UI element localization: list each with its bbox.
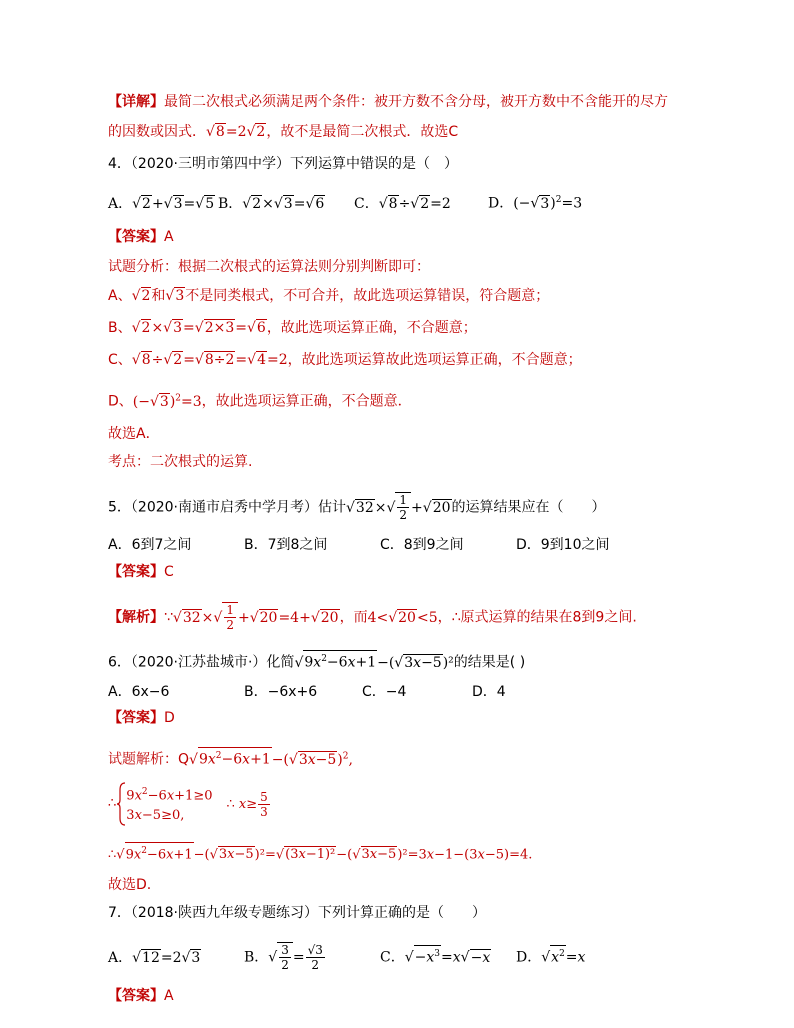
answer-tag: 【答案】 xyxy=(108,564,164,580)
q4-analysis-c: C、√8÷√2=√8÷2=√4=2，故此选项运算故此选项运算正确，不合题意； xyxy=(108,352,582,368)
q7-option-d: D．$√x^2=x$ xyxy=(516,945,585,968)
q5-option-c: C．8到9之间 xyxy=(380,537,464,553)
analysis-label: 试题解析：Q xyxy=(108,751,190,768)
q4-options xyxy=(108,190,582,214)
q4-analysis-d: D、$(-√3)^2=3$，故此选项运算正确，不合题意． xyxy=(108,393,412,410)
q5-stem-text: 5．（2020·南通市启秀中学月考）估计 xyxy=(108,499,346,516)
q5-option-b: B．7到8之间 xyxy=(244,537,328,553)
q6-system: ∴ $9x^2-6x+1\ge 0$ 3x−5≥0, ∴ x≥ $\frac{5}{3}$ xyxy=(108,782,271,830)
q6-conclusion: 故选D. xyxy=(108,877,152,893)
q6-expression: $√9x^2-6x+1-(√3x-5)^2$ xyxy=(294,655,453,671)
detail-text-2b: ，故不是最简二次根式．故选C xyxy=(266,124,459,140)
q6-answer xyxy=(108,708,175,728)
answer-value: D xyxy=(164,710,175,726)
q7-options xyxy=(108,942,585,972)
system-equations: $9x^2-6x+1\ge 0$ 3x−5≥0, xyxy=(126,787,213,823)
q5-expression: √32×√ $\frac{1}{2}$ +√20 xyxy=(346,493,451,522)
q6-option-a: A．6x−6 xyxy=(108,684,170,700)
q7-option-a: A．√12=2√3 xyxy=(108,949,201,966)
detail-equation: √8=2√2 xyxy=(206,124,266,140)
q6-stem-tail: 的结果是( ) xyxy=(453,654,526,671)
q7-answer xyxy=(108,986,174,1006)
q4-option-d: D．$(-√3)^2=3$ xyxy=(488,195,583,212)
answer-tag: 【答案】 xyxy=(108,710,164,726)
q5-stem-tail: 的运算结果应在（ ） xyxy=(451,499,606,516)
q4-analysis-intro: 试题分析：根据二次根式的运算法则分别判断即可： xyxy=(108,259,430,275)
q4-point: 考点：二次根式的运算. xyxy=(108,454,253,470)
q6-option-d: D．4 xyxy=(472,684,506,700)
q4-option-c: C．√8÷√2=2 xyxy=(354,195,451,212)
q3-detail-line1 xyxy=(108,92,668,112)
q4-option-b: B．√2×√3=√6 xyxy=(218,195,325,212)
q5-stem xyxy=(108,492,606,522)
q7-option-b: B．√ $\frac{3}{2}$ = $\frac{√3}{2}$ xyxy=(244,943,323,972)
q7-option-c: C．$√-x^3=x√-x$ xyxy=(380,945,516,968)
q6-stem-text: 6．（2020·江苏盐城市·）化简 xyxy=(108,654,295,671)
q4-conclusion: 故选A． xyxy=(108,426,160,442)
answer-value: C xyxy=(164,564,174,580)
q5-answer xyxy=(108,562,174,582)
answer-tag: 【答案】 xyxy=(108,988,164,1004)
q5-option-a: A．6到7之间 xyxy=(108,537,192,553)
q6-option-b: B．−6x+6 xyxy=(244,684,318,700)
q6-option-c: C．−4 xyxy=(362,684,407,700)
detail-text-1: 最简二次根式必须满足两个条件：被开方数不含分母，被开方数中不含能开的尽方 xyxy=(164,94,668,110)
q4-answer xyxy=(108,227,174,247)
detail-text-2a: 的因数或因式． xyxy=(108,124,206,140)
q5-option-d: D．9到10之间 xyxy=(516,537,610,553)
q5-options xyxy=(108,535,610,555)
q6-analysis-expression: $√9x^2-6x+1-(√3x-5)^2$, xyxy=(189,752,353,768)
q4-stem: 4．（2020·三明市第四中学）下列运算中错误的是（ ） xyxy=(108,156,458,172)
q6-analysis-intro xyxy=(108,746,353,770)
brace-icon xyxy=(116,782,126,826)
q4-analysis-a: A、√2和√3不是同类根式，不可合并，故此选项运算错误，符合题意； xyxy=(108,288,550,304)
q6-stem xyxy=(108,650,525,673)
detail-tag: 【详解】 xyxy=(108,94,164,110)
system-result: ∴ x≥ $\frac{5}{3}$ xyxy=(226,789,268,819)
q3-detail-line2 xyxy=(108,122,458,142)
q6-options xyxy=(108,682,506,702)
q6-final: $\therefore√9x^2-6x+1-(√3x-5)^2=√(3x-1)^2-(√3x-5)^2=3x-1-(3x-5)=4$. xyxy=(108,842,532,865)
q4-option-a: A．√2+√3=√5 xyxy=(108,195,215,212)
q7-stem: 7．（2018·陕西九年级专题练习）下列计算正确的是（ ） xyxy=(108,905,486,921)
answer-tag: 【答案】 xyxy=(108,229,164,245)
answer-value: A xyxy=(164,229,174,245)
q5-analysis: 【解析】∵√32×√ $\frac{1}{2}$ +√20=4+√20，而4<√20<5，∴原式运算的结果在8到9之间. xyxy=(108,603,637,632)
q4-analysis-b: B、√2×√3=√2×3=√6，故此选项运算正确，不合题意； xyxy=(108,320,477,336)
answer-value: A xyxy=(164,988,174,1004)
